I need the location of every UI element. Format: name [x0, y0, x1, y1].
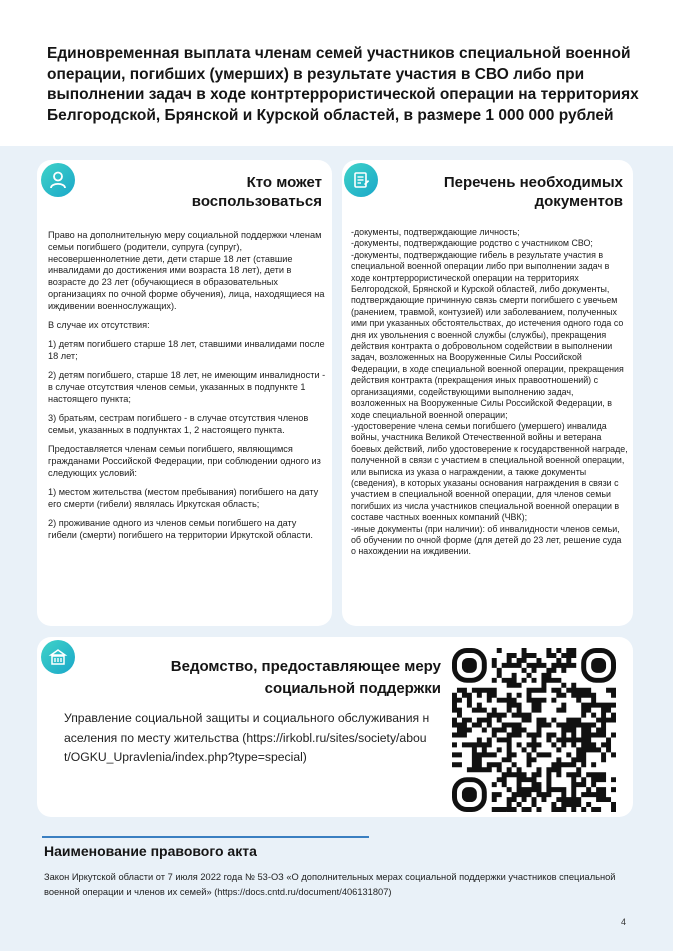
who-paragraph: Право на дополнительную меру социальной поддержки членам семьи погибшего (родители, супруга (супруг), несовершеннолетние дети, дети старше 18 лет (ставшие инвалидами до достижения ими возраста 18 лет), дети в возрасте до 23 лет (обучающиеся в образовательных организациях по очной форме обучения), лица, находящиеся на иждивении военнослужащих). — [48, 230, 325, 311]
who-heading-line1: Кто может — [246, 174, 322, 191]
who-paragraph: Предоставляется членам семьи погибшего, являющимся гражданами Российской Федерации, при соблюдении одного из следующих условий: — [48, 444, 321, 479]
agency-heading-line2: социальной поддержки — [264, 680, 441, 697]
agency-heading-line1: Ведомство, предоставляющее меру — [170, 658, 441, 675]
who-paragraph: 3) братьям, сестрам погибшего - в случае отсутствия членов семьи, указанных в подпунктах 1, 2 настоящего пункта. — [48, 413, 309, 436]
page-title: Единовременная выплата членам семей участников специальной военной операции, погибших (умерших) в результате участия в СВО либо при выполнении задач в ходе контртеррористической операции на территориях Белгородской, Брянской и Курской областей, в размере 1 000 000 рублей — [47, 45, 639, 124]
who-card — [37, 160, 332, 626]
docs-text: -документы, подтверждающие личность; -документы, подтверждающие родство с участником СВО; -документы, подтверждающие гибель в результате участия в специальной военной операции либо при выполнении задач в ходе контртеррористической операции на территориях Белгородской, Брянской и Курской областей, либо документы, подтверждающие причинную связь смерти погибшего с увечьем (ранением, травмой, контузией) или заболеванием, полученных ими при указанных обстоятельствах, до истечения одного года со дня их увольнения с военной службы (службы), прекращения действия контракта о добровольном содействии в выполнении задач, возложенных на Вооруженные Силы Российской Федерации, в ходе специальной военной операции, прекращения действия контракта (прекращения иных правоотношений) с организациями, содействующими выполнению задач, возложенных на Вооруженные Силы Российской Федерации, в ходе специальной военной операции; -удостоверение члена семьи погибшего (умершего) инвалида войны, участника Великой Отечественной войны и ветерана боевых действий, либо удостоверение к государственной награде, полученной в связи с участием в специальной военной операции, или выписка из указа о награждении, а также документы (сведения), в которых указаны основания награждения в связи с участием в специальной военной операции, для членов семьи погибших из числа участников специальной военной операции в составе частных военных компаний (ЧВК); -иные документы (при наличии): об инвалидности членов семьи, об обучении по очной форме (для детей до 23 лет, решение суда о нахождении на иждивении. — [351, 227, 628, 557]
who-heading-line2: воспользоваться — [191, 193, 322, 210]
building-icon — [41, 640, 75, 674]
who-paragraph: В случае их отсутствия: — [48, 320, 150, 331]
who-paragraph: 1) местом жительства (местом пребывания) погибшего на дату его смерти (гибели) являлась Иркутская область; — [48, 487, 319, 510]
docs-card — [342, 160, 633, 626]
legal-act-text: Закон Иркутской области от 7 июля 2022 года № 53-ОЗ «О дополнительных мерах социальной поддержки участников специальной военной операции и членов их семей» (https://docs.cntd.ru/document/406131807) — [44, 872, 616, 897]
section-divider — [42, 836, 369, 838]
person-icon — [41, 163, 75, 197]
agency-text: Управление социальной защиты и социального обслуживания населения по месту жительства (https://irkobl.ru/sites/society/about/OGKU_Upravlenia/index.php?type=special) — [64, 711, 430, 764]
who-paragraph: 2) проживание одного из членов семьи погибшего на дату гибели (смерти) погибшего на территории Иркутской области. — [48, 518, 313, 541]
agency-heading — [160, 656, 441, 700]
docs-heading — [444, 173, 623, 211]
who-text — [48, 230, 326, 550]
who-paragraph: 2) детям погибшего, старше 18 лет, не имеющим инвалидности - в случае отсутствия членов семьи, указанных в подпункте 1 настоящего пункта; — [48, 370, 326, 405]
who-paragraph: 1) детям погибшего старше 18 лет, ставшими инвалидами после 18 лет; — [48, 339, 325, 362]
page-number: 4 — [621, 917, 627, 927]
who-heading — [192, 173, 322, 211]
docs-heading-line1: Перечень необходимых — [443, 174, 623, 191]
qr-code[interactable] — [452, 648, 616, 812]
docs-heading-line2: документов — [534, 193, 623, 210]
document-icon — [344, 163, 378, 197]
legal-act-heading: Наименование правового акта — [44, 843, 257, 859]
